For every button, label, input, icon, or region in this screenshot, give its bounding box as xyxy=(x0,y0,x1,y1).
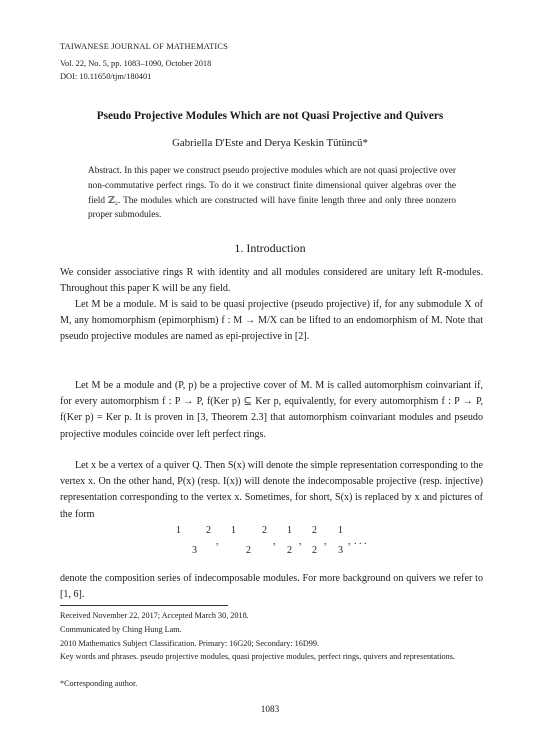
doi: DOI: 10.11650/tjm/180401 xyxy=(60,72,152,81)
comp-entry: 3 xyxy=(192,545,197,556)
comp-entry: 3 xyxy=(338,545,343,556)
paragraph-2 xyxy=(60,297,483,346)
comp-separator: , xyxy=(299,536,302,547)
comp-ellipsis: . . . xyxy=(354,536,367,547)
paragraph-5 xyxy=(60,571,483,603)
journal-name: TAIWANESE JOURNAL OF MATHEMATICS xyxy=(60,42,229,51)
page-number: 1083 xyxy=(260,705,280,715)
comp-separator: , xyxy=(216,536,219,547)
footnote-received: Received November 22, 2017; Accepted March 30, 2018. xyxy=(60,611,249,620)
paragraph-3 xyxy=(60,378,483,443)
comp-separator: , xyxy=(324,536,327,547)
paragraph-4-text: Let x be a vertex of a quiver Q. Then S(x) will denote the simple representation corresponding to the vertex x. On the other hand, P(x) (resp. I(x)) will denote the indecomposable projective (resp. injective) representation corresponding to the vertex x. Sometimes, for short, S(x) is replaced by x and pictures of the form xyxy=(60,460,483,520)
comp-entry: 2 xyxy=(312,525,317,536)
paragraph-1 xyxy=(60,265,483,297)
volume-info: Vol. 22, No. 5, pp. 1083–1090, October 2018 xyxy=(60,59,212,68)
paragraph-1-text: We consider associative rings R with identity and all modules considered are unitary left R-modules. Throughout this paper K will be any field. xyxy=(60,267,483,295)
paragraph-3-text: Let M be a module and (P, p) be a projective cover of M. M is called automorphism coinvariant if, for every automorphism f : P → P, f(Ker p) ⊆ Ker p, equivalently, for every automorphism f : P → P, f(Ker p) = Ker p. It is proven in [3, Theorem 2.3] that automorphism coinvariant modules and pseudo projective modules coincide over left perfect rings. xyxy=(60,380,483,440)
comp-entry: 2 xyxy=(312,545,317,556)
comp-entry: 2 xyxy=(287,545,292,556)
footnote-msc: 2010 Mathematics Subject Classification. Primary: 16G20; Secondary: 16D99. xyxy=(60,639,320,648)
comp-entry: 2 xyxy=(246,545,251,556)
footnote-rule xyxy=(60,605,228,606)
section-heading: 1. Introduction xyxy=(234,241,306,255)
comp-entry: 1 xyxy=(338,525,343,536)
authors: Gabriella D'Este and Derya Keskin Tütüncü* xyxy=(172,137,368,149)
comp-entry: 2 xyxy=(206,525,211,536)
comp-entry: 1 xyxy=(231,525,236,536)
comp-entry: 1 xyxy=(176,525,181,536)
paragraph-5-text: denote the composition series of indecomposable modules. For more background on quivers we refer to [1, 6]. xyxy=(60,573,483,601)
paragraph-4 xyxy=(60,458,483,523)
comp-entry: 1 xyxy=(287,525,292,536)
footnote-corresponding: *Corresponding author. xyxy=(60,679,138,688)
paper-title: Pseudo Projective Modules Which are not Quasi Projective and Quivers xyxy=(96,110,444,122)
paragraph-2-text: Let M be a module. M is said to be quasi projective (pseudo projective) if, for any submodule X of M, any homomorphism (epimorphism) f : M → M/X can be lifted to an endomorphism of M. Note that pseudo projective modules are named as epi-projective in [2]. xyxy=(60,299,483,343)
abstract-text: Abstract. In this paper we construct pseudo projective modules which are not quasi projective over non-commutative perfect rings. To do it we construct finite dimensional quiver algebras over the field ℤ₂. The modules which are constructed will have finite length three and only three nonzero proper submodules. xyxy=(88,166,456,221)
footnote-communicated: Communicated by Ching Hung Lam. xyxy=(60,625,182,634)
comp-separator: , xyxy=(348,536,351,547)
abstract xyxy=(88,164,456,223)
comp-separator: , xyxy=(273,536,276,547)
footnote-keywords: Key words and phrases. pseudo projective modules, quasi projective modules, perfect rings, quivers and representations. xyxy=(60,652,455,661)
comp-entry: 2 xyxy=(262,525,267,536)
